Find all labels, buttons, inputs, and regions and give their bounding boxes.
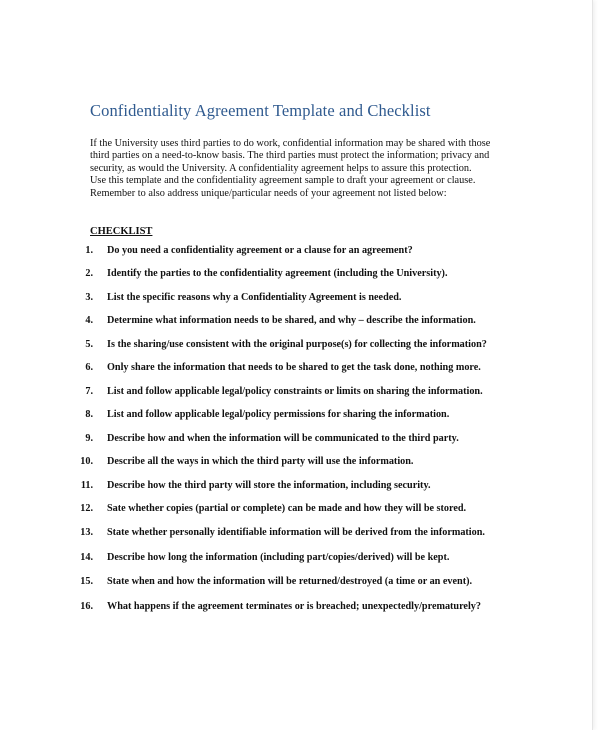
item-text: Sate whether copies (partial or complete) can be made and how they will be stored. <box>107 503 467 514</box>
checklist-item <box>0 339 592 353</box>
checklist-item <box>0 576 592 590</box>
checklist-item <box>0 527 592 541</box>
item-number: 2. <box>85 268 93 279</box>
item-number: 10. <box>80 456 93 467</box>
item-text: Only share the information that needs to be shared to get the task done, nothing more. <box>107 362 481 373</box>
item-number: 6. <box>85 362 93 373</box>
item-number: 12. <box>80 503 93 514</box>
item-text: Describe how the third party will store the information, including security. <box>107 480 431 491</box>
item-text: Describe all the ways in which the third party will use the information. <box>107 456 414 467</box>
checklist-item <box>0 503 592 517</box>
item-number: 3. <box>85 292 93 303</box>
checklist-item <box>0 315 592 329</box>
checklist-item <box>0 480 592 494</box>
checklist-item <box>0 292 592 306</box>
item-text: List and follow applicable legal/policy constraints or limits on sharing the information. <box>107 386 483 397</box>
intro-line: security, as would the University. A confidentiality agreement helps to assure this protection. <box>90 162 472 174</box>
item-number: 16. <box>80 601 93 612</box>
item-text: State when and how the information will be returned/destroyed (a time or an event). <box>107 576 473 587</box>
document-title: Confidentiality Agreement Template and Checklist <box>90 101 431 120</box>
checklist-item <box>0 552 592 566</box>
intro-paragraph <box>90 138 530 200</box>
item-number: 5. <box>85 339 93 350</box>
item-text: Is the sharing/use consistent with the original purpose(s) for collecting the information? <box>107 339 487 350</box>
item-number: 9. <box>85 433 93 444</box>
item-number: 14. <box>80 552 93 563</box>
item-text: Identify the parties to the confidentiality agreement (including the University). <box>107 268 448 279</box>
item-text: Describe how and when the information will be communicated to the third party. <box>107 433 459 444</box>
item-text: Determine what information needs to be shared, and why – describe the information. <box>107 315 476 326</box>
intro-line: Remember to also address unique/particular needs of your agreement not listed below: <box>90 187 447 199</box>
item-number: 4. <box>85 315 93 326</box>
item-number: 7. <box>85 386 93 397</box>
intro-line: If the University uses third parties to do work, confidential information may be shared with those <box>90 138 491 149</box>
intro-line: Use this template and the confidentiality agreement sample to draft your agreement or clause. <box>90 175 476 187</box>
checklist-item <box>0 456 592 470</box>
checklist-item <box>0 601 592 615</box>
item-text: State whether personally identifiable information will be derived from the information. <box>107 527 485 538</box>
item-number: 8. <box>85 409 93 420</box>
item-number: 15. <box>80 576 93 587</box>
item-text: List and follow applicable legal/policy permissions for sharing the information. <box>107 409 450 420</box>
item-text: What happens if the agreement terminates or is breached; unexpectedly/prematurely? <box>107 601 481 612</box>
item-number: 13. <box>80 527 93 538</box>
intro-line: third parties on a need-to-know basis. The third parties must protect the information; privacy and <box>90 150 490 162</box>
checklist-heading: CHECKLIST <box>90 226 153 237</box>
checklist-item <box>0 362 592 376</box>
item-text: Do you need a confidentiality agreement or a clause for an agreement? <box>107 245 413 256</box>
item-number: 1. <box>85 245 93 256</box>
checklist-item <box>0 386 592 400</box>
item-text: Describe how long the information (including part/copies/derived) will be kept. <box>107 552 450 563</box>
checklist-item <box>0 268 592 282</box>
checklist-item <box>0 409 592 423</box>
checklist-item <box>0 245 592 259</box>
item-text: List the specific reasons why a Confidentiality Agreement is needed. <box>107 292 402 303</box>
checklist-item <box>0 433 592 447</box>
item-number: 11. <box>80 480 93 491</box>
